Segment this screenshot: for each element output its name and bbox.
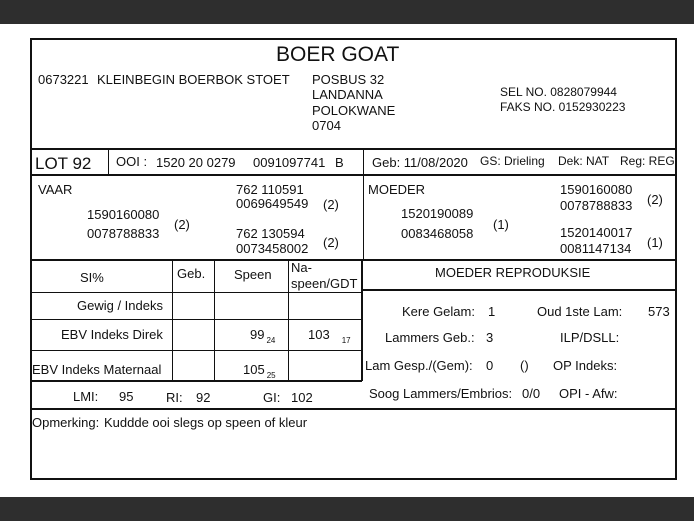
lam-gesp-value: 0 <box>486 358 494 373</box>
ewe-id: 1520 20 0279 <box>156 155 236 170</box>
soog-lammers-value: 0/0 <box>522 386 541 401</box>
ri-label: RI: <box>166 390 183 405</box>
top-dark-band <box>0 0 694 24</box>
stud-name: KLEINBEGIN BOERBOK STOET <box>97 72 290 87</box>
sire-dam-reg: 0073458002 <box>236 241 309 256</box>
address-line-1: POSBUS 32 <box>312 72 385 87</box>
sire-id: 762 110591 <box>236 182 304 197</box>
gi-label: GI: <box>263 390 281 405</box>
ebv-maternal-label: EBV Indeks Maternaal <box>32 362 162 377</box>
dam-label: MOEDER <box>368 182 426 197</box>
ewe-grade: B <box>335 155 344 170</box>
cell-number: SEL NO. 0828079944 <box>500 85 617 99</box>
perf-row-line-1 <box>31 292 362 293</box>
naspeen-header-line-2: speen/GDT <box>291 276 358 291</box>
dam-sire-grade: (2) <box>647 192 663 207</box>
repro-title: MOEDER REPRODUKSIE <box>435 265 591 280</box>
perf-col-line-3 <box>288 261 289 381</box>
lmi-value: 95 <box>119 389 134 404</box>
sire-sire-id: 1590160080 <box>87 207 160 222</box>
opi-afw-label: OPI - Afw: <box>559 386 618 401</box>
remark-text: Kuddde ooi slegs op speen of kleur <box>104 415 308 430</box>
sire-reg: 0069649549 <box>236 196 309 211</box>
op-index-label: OP Indeks: <box>553 358 618 373</box>
dam-id: 1520190089 <box>401 206 474 221</box>
ebv-direct-speen: 99 $_{24}$ <box>250 327 276 345</box>
pedigree-bottom-line <box>31 259 676 261</box>
lammers-geb-label: Lammers Geb.: <box>385 330 475 345</box>
sire-dam-grade: (2) <box>323 235 339 250</box>
birth-date: Geb: 11/08/2020 <box>372 155 468 170</box>
si-percent-header: SI% <box>80 270 104 285</box>
ewe-label: OOI : <box>116 154 148 169</box>
dam-grade: (1) <box>493 217 509 232</box>
header-divider <box>31 148 676 150</box>
oud-lam-value: 573 <box>648 304 670 319</box>
perf-table-bottom-border <box>31 380 362 382</box>
perf-col-line-2 <box>214 261 215 381</box>
sire-sire-grade: (2) <box>174 217 190 232</box>
ebv-maternal-speen: 105 $_{25}$ <box>243 362 276 380</box>
dek-value: Dek: NAT <box>558 154 610 168</box>
lam-gesp-label: Lam Gesp./(Gem): <box>365 358 473 373</box>
gi-value: 102 <box>291 390 313 405</box>
lam-gesp-average: () <box>520 358 529 373</box>
dam-dam-reg: 0081147134 <box>560 241 632 256</box>
address-line-2: LANDANNA <box>312 87 383 102</box>
pedigree-divider <box>363 176 364 260</box>
address-line-3: POLOKWANE <box>312 103 396 118</box>
lammers-geb-value: 3 <box>486 330 494 345</box>
bottom-dark-band <box>0 497 694 521</box>
dam-dam-id: 1520140017 <box>560 225 633 240</box>
breed-title: BOER GOAT <box>276 43 400 66</box>
sire-label: VAAR <box>38 182 73 197</box>
geb-header: Geb. <box>177 266 206 281</box>
ewe-reg: 0091097741 <box>253 155 326 170</box>
dam-dam-grade: (1) <box>647 235 663 250</box>
ri-value: 92 <box>196 390 211 405</box>
ilp-dsll-label: ILP/DSLL: <box>560 330 620 345</box>
birth-cell-divider <box>363 150 364 174</box>
soog-lammers-label: Soog Lammers/Embrios: <box>369 386 513 401</box>
speen-header: Speen <box>234 267 272 282</box>
perf-table-right-border <box>361 261 363 381</box>
gs-value: GS: Drieling <box>480 154 545 168</box>
perf-col-line-1 <box>172 261 173 381</box>
repro-title-line <box>363 289 676 291</box>
ebv-direct-naspeen: 103 $_{17}$ <box>308 327 351 345</box>
sire-dam-id: 762 130594 <box>236 226 305 241</box>
dam-sire-id: 1590160080 <box>560 182 633 197</box>
address-line-4: 0704 <box>312 118 341 133</box>
lot-cell-divider <box>108 150 109 174</box>
fax-number: FAKS NO. 0152930223 <box>500 100 626 114</box>
weight-index-label: Gewig / Indeks <box>77 298 163 313</box>
lot-row-divider <box>31 174 676 176</box>
lot-number: LOT 92 <box>35 154 92 173</box>
remark-divider <box>31 408 676 410</box>
remark-label: Opmerking: <box>32 415 100 430</box>
lmi-label: LMI: <box>73 389 99 404</box>
perf-row-line-3 <box>31 350 362 351</box>
dam-sire-reg: 0078788833 <box>560 198 633 213</box>
dam-reg: 0083468058 <box>401 226 474 241</box>
reg-value: Reg: REG <box>620 154 675 168</box>
sire-grade: (2) <box>323 197 339 212</box>
breeder-number: 0673221 <box>38 72 89 87</box>
naspeen-header-line-1: Na- <box>291 260 312 275</box>
oud-lam-label: Oud 1ste Lam: <box>537 304 623 319</box>
ebv-direct-label: EBV Indeks Direk <box>61 327 163 342</box>
perf-row-line-2 <box>31 319 362 320</box>
kere-gelam-value: 1 <box>488 304 496 319</box>
kere-gelam-label: Kere Gelam: <box>402 304 475 319</box>
sire-sire-reg: 0078788833 <box>87 226 160 241</box>
